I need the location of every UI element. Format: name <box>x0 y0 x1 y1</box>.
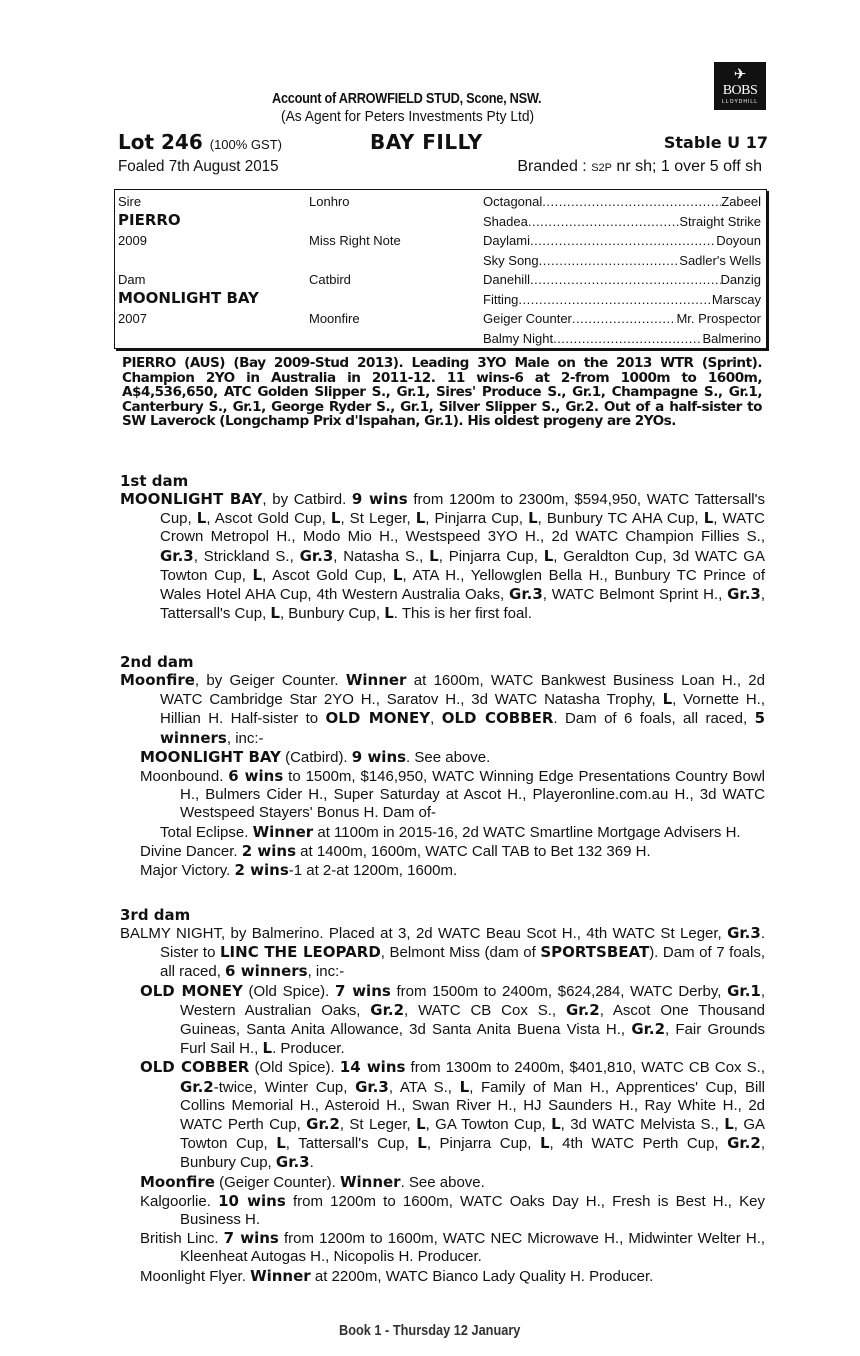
grand-sire: Daylami <box>483 233 530 248</box>
pedigree-row <box>483 331 761 346</box>
progeny-name: Divine Dancer <box>140 842 234 860</box>
grand-sire: Danehill <box>483 272 530 287</box>
progeny-entry <box>120 1058 765 1172</box>
text: , 3d WATC Melvista S., <box>560 1116 725 1134</box>
text: from 1500m to 2400m, $624,284, WATC Derby, <box>390 982 728 1000</box>
text: , St Leger, <box>339 1116 417 1134</box>
text: , Bunbury Cup, <box>279 605 385 623</box>
text: , Fair Grounds Furl Sail H., <box>180 1021 765 1058</box>
text: , Tattersall's Cup, <box>160 586 766 623</box>
text: , Family of Man H., Apprentices' Cup, Bill Collins Memorial H., Asteroid H., Swan River H., HJ Saunders H., Ray White H., 2d WATC Perth Cup, <box>180 1078 765 1134</box>
group-badge: Gr.3 <box>727 585 761 604</box>
progeny-name: Major Victory <box>140 862 227 880</box>
listed-badge: L <box>539 1134 550 1153</box>
text: , GA Towton Cup, <box>180 1116 766 1153</box>
listed-badge: L <box>543 546 554 565</box>
leader-dots <box>542 194 721 209</box>
text: , Strickland S., <box>193 547 300 565</box>
group-badge: Gr.3 <box>275 1153 310 1172</box>
second-dam-paragraph <box>120 671 765 748</box>
grand-dam: Balmy Night <box>483 330 554 346</box>
winner-label: Winner <box>339 1172 401 1191</box>
listed-badge: L <box>551 1115 561 1134</box>
gst-note: (100% GST) <box>209 137 282 152</box>
progeny-entry <box>120 1267 765 1286</box>
progeny-name: MOONLIGHT BAY <box>140 747 281 766</box>
grand-dam-of-sire: Shadea <box>483 213 528 229</box>
text: , St Leger, <box>340 510 416 528</box>
dam-name: BALMY NIGHT <box>120 925 221 942</box>
listed-badge: L <box>416 1115 426 1134</box>
listed-badge: L <box>384 604 394 623</box>
wins-count: 14 wins <box>339 1058 406 1077</box>
foaled-date: Foaled 7th August 2015 <box>118 158 279 175</box>
progeny-entry <box>120 767 765 823</box>
progeny-entry <box>120 1173 765 1192</box>
brand-suffix: nr sh; 1 over 5 off sh <box>611 158 762 175</box>
winner-label: Winner <box>250 1266 311 1285</box>
text: , <box>430 710 442 728</box>
listed-badge: L <box>270 604 280 623</box>
text: at 1400m, 1600m, WATC Call TAB to Bet 132 369 H. <box>296 842 651 860</box>
great-grand-sire: Mr. Prospector <box>676 311 761 326</box>
vendor-account: Account of ARROWFIELD STUD, Scone, NSW. <box>272 91 542 107</box>
text: -twice, Winter Cup, <box>213 1078 356 1096</box>
text: . <box>214 1230 224 1248</box>
progeny-name: Moonbound <box>140 768 220 786</box>
text: . <box>206 1192 219 1210</box>
text: . <box>244 823 253 841</box>
brand-mark: S2P <box>591 162 612 174</box>
group-badge: Gr.1 <box>727 981 761 1000</box>
progeny-entry <box>120 982 765 1059</box>
great-grand-sire: Sadler's Wells <box>679 252 761 268</box>
great-grand-sire: Zabeel <box>721 194 761 209</box>
text: from 1200m to 1600m, WATC Oaks Day H., Fresh is Best H., Key Business H. <box>180 1192 765 1229</box>
great-grand-sire: Marscay <box>711 291 761 307</box>
listed-badge: L <box>703 509 714 528</box>
page-footer <box>0 1322 860 1339</box>
text: ). Dam of 7 foals, all raced, <box>160 944 766 981</box>
wins-count: 9 wins <box>351 490 408 508</box>
bobs-logo <box>714 62 766 110</box>
leader-dots <box>572 311 677 326</box>
text: . <box>233 842 242 860</box>
text: (Catbird). <box>280 748 352 766</box>
winner-label: Winner <box>345 671 407 689</box>
first-dam-section <box>120 472 765 623</box>
listed-badge: L <box>252 565 263 584</box>
grand-sire-of-sire: Octagonal <box>483 194 543 209</box>
wins-count: 2 wins <box>241 841 296 860</box>
winners-count: 6 winners <box>225 962 308 981</box>
progeny-name: Moonlight Flyer <box>140 1267 242 1285</box>
leader-dots <box>553 331 702 346</box>
text: , Vornette H., Hillian H. Half-sister to <box>160 691 766 728</box>
text: , ATA S., <box>388 1078 460 1096</box>
pedigree-row <box>483 194 761 209</box>
footer-text: Book 1 - Thursday 12 January <box>339 1322 521 1339</box>
grand-dam: Fitting <box>483 291 519 307</box>
text: , Western Australian Oaks, <box>180 982 766 1019</box>
text: , Ascot One Thousand Guineas, Santa Anita Allowance, 3d Santa Anita Buena Vista H., <box>180 1001 765 1039</box>
third-dam-section <box>120 906 765 1286</box>
progeny-entry <box>120 861 765 880</box>
winner-label: Winner <box>252 822 314 841</box>
progeny-entry <box>120 748 765 767</box>
wins-count: 2 wins <box>234 861 289 880</box>
text: , Bunbury Cup, <box>180 1135 765 1172</box>
progeny-name: OLD COBBER <box>140 1058 250 1077</box>
brand-info <box>517 158 762 176</box>
text: from 1200m to 1600m, WATC NEC Microwave H., Midwinter Welter H., Kleenheat Autogas H., Nicopolis H. Producer. <box>180 1230 766 1266</box>
text: from 1300m to 2400m, $401,810, WATC CB Cox S., <box>405 1059 766 1077</box>
lot-label: Lot 246 <box>118 130 203 154</box>
lot-header <box>118 130 768 156</box>
progeny-entry <box>120 823 765 842</box>
listed-badge: L <box>330 509 341 528</box>
grand-dam: Sky Song <box>483 252 539 268</box>
listed-badge: L <box>528 509 538 528</box>
dam-year: 2007 <box>118 311 147 326</box>
text: , 4th WATC Perth Cup, <box>549 1135 728 1153</box>
leader-dots <box>530 272 721 287</box>
brand-prefix: Branded : <box>517 158 592 175</box>
wins-count: 7 wins <box>335 981 391 1000</box>
text: , by Geiger Counter. <box>194 672 346 689</box>
dam-dam: Moonfire <box>309 311 360 326</box>
text: . <box>241 1267 251 1285</box>
leader-dots <box>539 253 680 268</box>
text: . Producer. <box>272 1040 345 1058</box>
text: . This is her first foal. <box>393 605 532 623</box>
stable-location: Stable U 17 <box>663 133 768 152</box>
lot-number <box>118 130 282 154</box>
text: , Geraldton Cup, 3d WATC GA Towton Cup, <box>160 547 765 584</box>
group-badge: Gr.2 <box>727 1134 761 1153</box>
grand-sire: Geiger Counter <box>483 311 572 326</box>
pedigree-row <box>483 253 761 268</box>
group-badge: Gr.3 <box>160 546 194 565</box>
third-dam-heading: 3rd dam <box>120 906 191 924</box>
dam-sire: Catbird <box>309 272 351 287</box>
second-dam-section <box>120 653 765 880</box>
group-badge: Gr.2 <box>180 1077 214 1096</box>
group-badge: Gr.2 <box>565 1000 600 1019</box>
listed-badge: L <box>276 1134 286 1153</box>
leader-dots <box>530 233 716 248</box>
text: , Ascot Gold Cup, <box>262 566 393 584</box>
progeny-name: OLD MONEY <box>140 981 243 1000</box>
text: (Geiger Counter). <box>214 1173 340 1191</box>
pedigree-row <box>483 292 761 307</box>
sire-dam: Miss Right Note <box>309 233 401 248</box>
great-grand-sire: Doyoun <box>716 233 761 248</box>
progeny-entry <box>120 842 765 861</box>
dam-label: Dam <box>118 272 146 287</box>
text: . See above. <box>406 748 491 766</box>
group-badge: Gr.2 <box>306 1115 340 1134</box>
relative-name: OLD MONEY <box>325 709 431 728</box>
wins-count: 9 wins <box>351 747 407 766</box>
second-dam-heading: 2nd dam <box>120 653 194 671</box>
listed-badge: L <box>417 1134 427 1153</box>
group-badge: Gr.3 <box>299 546 334 565</box>
group-badge: Gr.3 <box>355 1077 389 1096</box>
great-grand-sire: Balmerino <box>702 330 761 346</box>
progeny-name: Total Eclipse <box>160 823 245 841</box>
horse-rider-icon: ✈ <box>733 66 747 83</box>
text: , inc:- <box>226 729 264 747</box>
text: , by Catbird. <box>262 491 352 508</box>
text: . Sister to <box>160 925 765 962</box>
winners-count: 5 winners <box>160 709 765 747</box>
text: , Tattersall's Cup, <box>285 1135 418 1153</box>
listed-badge: L <box>724 1115 734 1134</box>
group-badge: Gr.2 <box>631 1020 666 1039</box>
pedigree-row <box>483 214 761 229</box>
text: . <box>309 1154 314 1172</box>
progeny-entry <box>120 1192 765 1229</box>
listed-badge: L <box>429 546 439 565</box>
text: , WATC Belmont Sprint H., <box>542 586 728 604</box>
text: , Ascot Gold Cup, <box>206 510 331 528</box>
text: , Natasha S., <box>333 547 430 565</box>
listed-badge: L <box>196 509 207 528</box>
leader-dots <box>518 292 711 307</box>
text: . <box>219 768 229 786</box>
logo-text: BOBS <box>722 83 758 98</box>
text: , Belmont Miss (dam of <box>380 944 541 962</box>
text: , ATA H., Yellowglen Bella H., Bunbury TC Prince of Wales Hotel AHA Cup, 4th Western Australia Oaks, <box>160 566 765 604</box>
text: to 1500m, $146,950, WATC Winning Edge Presentations Country Bowl H., Bulmers Cider H., Super Saturday at Ascot H., Playeronline.com.au H., 3d WATC Westspeed Stayers' Bonus H. Dam of- <box>180 768 765 822</box>
dam-name: MOONLIGHT BAY <box>118 289 259 307</box>
dam-name: MOONLIGHT BAY <box>120 490 263 508</box>
progeny-name: Moonfire <box>140 1172 215 1191</box>
pedigree-row <box>483 311 761 326</box>
text: , by Balmerino. Placed at 3, 2d WATC Beau Scot H., 4th WATC St Leger, <box>220 925 728 942</box>
wins-count: 6 wins <box>228 767 284 786</box>
leader-dots <box>528 214 680 229</box>
text: , Pinjarra Cup, <box>425 510 529 528</box>
text: , Pinjarra Cup, <box>438 547 544 565</box>
sire-label: Sire <box>118 194 142 209</box>
listed-badge: L <box>415 509 426 528</box>
great-grand-sire: Straight Strike <box>679 213 761 229</box>
text: -1 at 2-at 1200m, 1600m. <box>288 862 458 880</box>
pedigree-row <box>483 233 761 248</box>
text: (Old Spice). <box>249 1059 340 1077</box>
text: at 1600m, WATC Bankwest Business Loan H., 2d WATC Cambridge Star 2YO H., Saratov H., 3d WATC Natasha Trophy, <box>160 672 765 709</box>
text: from 1200m to 2300m, $594,950, WATC Tattersall's Cup, <box>160 491 765 528</box>
wins-count: 10 wins <box>218 1191 286 1210</box>
text: (Old Spice). <box>242 982 335 1000</box>
group-badge: Gr.3 <box>509 585 543 604</box>
text: , Pinjarra Cup, <box>426 1135 540 1153</box>
sire-sire: Lonhro <box>309 194 350 209</box>
text: . Dam of 6 foals, all raced, <box>553 710 755 728</box>
text: . <box>226 862 235 880</box>
sire-year: 2009 <box>118 233 147 248</box>
first-dam-paragraph <box>120 490 765 623</box>
text: at 2200m, WATC Bianco Lady Quality H. Producer. <box>310 1267 654 1285</box>
pedigree-table <box>114 189 767 349</box>
listed-badge: L <box>262 1039 273 1058</box>
third-dam-paragraph <box>120 924 765 982</box>
listed-badge: L <box>459 1077 470 1096</box>
text: , Bunbury TC AHA Cup, <box>537 510 704 528</box>
vendor-agent: (As Agent for Peters Investments Pty Ltd) <box>281 108 535 125</box>
listed-badge: L <box>392 565 403 584</box>
sire-name: PIERRO <box>118 211 181 229</box>
lot-title: BAY FILLY <box>370 130 483 154</box>
progeny-name: British Linc <box>140 1230 215 1248</box>
sire-stud-notes: PIERRO (AUS) (Bay 2009-Stud 2013). Leading 3YO Male on the 2013 WTR (Sprint). Champion 2YO in Australia in 2011-12. 11 wins-6 at 2-from 1000m to 1600m, A$4,536,650, ATC Golden Slipper S., Gr.1, Sires' Produce S., Gr.1, Champagne S., Gr.1, Canterbury S., Gr.1, George Ryder S., Gr.1, Silver Slipper S., Gr.2. Out of a half-sister to SW Laverock (Longchamp Prix d'Ispahan, Gr.1). His oldest progeny are 2YOs. <box>122 355 762 430</box>
logo-subtext: LLOYDHILL <box>722 99 758 105</box>
group-badge: Gr.2 <box>370 1000 405 1019</box>
great-grand-sire: Danzig <box>720 272 761 287</box>
text: , WATC Crown Metropol H., Modo Mio H., Westspeed 3YO H., 2d WATC Champion Fillies S., <box>160 510 765 546</box>
group-badge: Gr.3 <box>727 924 761 942</box>
progeny-entry <box>120 1229 765 1266</box>
relative-name: LINC THE LEOPARD <box>220 943 381 962</box>
relative-name: OLD COBBER <box>441 709 554 728</box>
text: , inc:- <box>307 963 345 981</box>
dam-name: Moonfire <box>120 671 195 689</box>
first-dam-heading: 1st dam <box>120 472 189 490</box>
pedigree-row <box>483 272 761 287</box>
listed-badge: L <box>662 690 673 709</box>
text: . See above. <box>400 1173 485 1191</box>
text: , GA Towton Cup, <box>425 1116 552 1134</box>
text: at 1100m in 2015-16, 2d WATC Smartline Mortgage Advisers H. <box>313 823 741 841</box>
progeny-name: Kalgoorlie <box>140 1192 207 1210</box>
relative-name: SPORTSBEAT <box>540 943 650 962</box>
wins-count: 7 wins <box>223 1229 279 1248</box>
text: , WATC CB Cox S., <box>404 1001 566 1019</box>
